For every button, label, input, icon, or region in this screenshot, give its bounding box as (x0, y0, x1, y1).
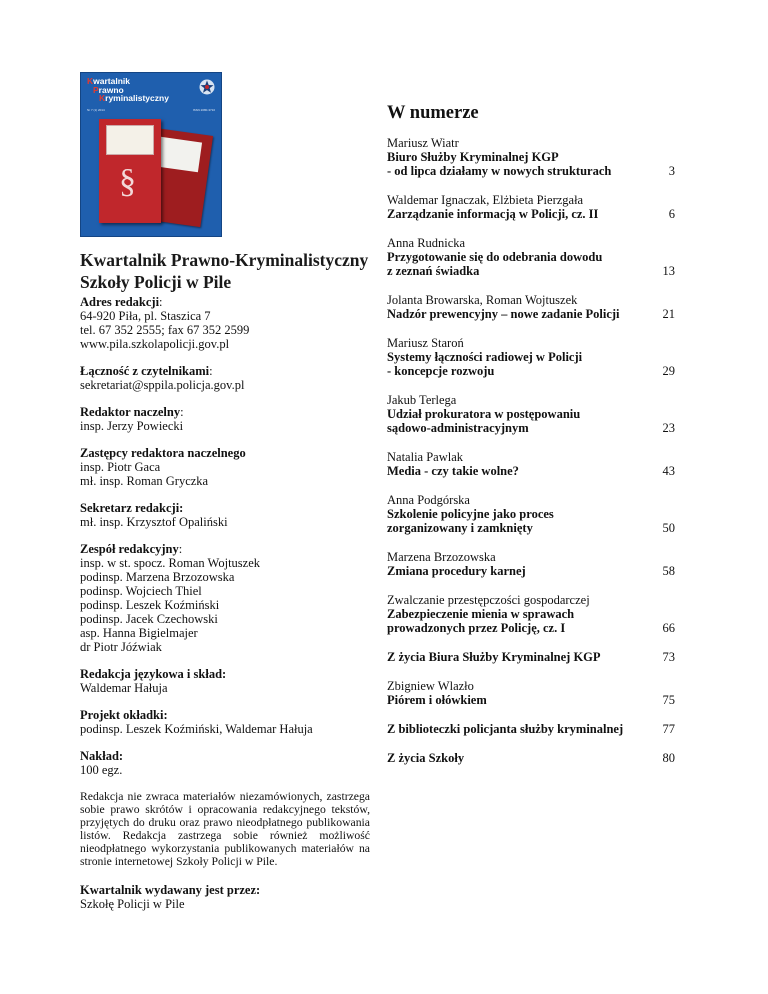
imprint-cover-design (80, 708, 370, 736)
toc-item[interactable] (387, 493, 687, 535)
toc-author: Natalia Pawlak (387, 450, 464, 464)
journal-title-line: Szkoły Policji w Pile (80, 272, 232, 292)
imprint-label: Sekretarz redakcji: (80, 501, 184, 515)
cover-title-word: rawno (98, 84, 124, 95)
toc-item[interactable] (387, 679, 687, 707)
toc-author: Waldemar Ignaczak, Elżbieta Pierzgała (387, 193, 584, 207)
toc-item[interactable] (387, 550, 687, 578)
imprint-label: Zespół redakcyjny (80, 542, 179, 556)
cover-meta (87, 109, 215, 112)
toc-title: - od lipca działamy w nowych strukturach (387, 164, 612, 178)
imprint-label: Nakład: (80, 749, 124, 763)
toc-page-number: 6 (668, 207, 675, 221)
team-member: insp. w st. spocz. Roman Wojtuszek (80, 556, 260, 570)
imprint-label: Redaktor naczelny (80, 405, 181, 419)
toc-page-number: 43 (662, 464, 675, 478)
imprint-label-suffix: : (209, 364, 213, 378)
imprint (80, 295, 370, 924)
imprint-label: Zastępcy redaktora naczelnego (80, 446, 246, 460)
toc-author: Anna Podgórska (387, 493, 470, 507)
toc-item[interactable] (387, 751, 687, 765)
police-star-emblem-icon (199, 79, 215, 95)
imprint-value: 100 egz. (80, 763, 123, 777)
cover-image (80, 72, 222, 237)
toc-item[interactable] (387, 293, 687, 321)
toc-title: Zarządzanie informacją w Policji, cz. II (387, 207, 599, 221)
toc-title: prowadzonych przez Policję, cz. I (387, 621, 566, 635)
team-member: podinsp. Wojciech Thiel (80, 584, 202, 598)
toc-title: Szkolenie policyjne jako proces (387, 507, 554, 521)
toc-item[interactable] (387, 722, 687, 736)
toc-title: Udział prokuratora w postępowaniu (387, 407, 581, 421)
toc-author: Jolanta Browarska, Roman Wojtuszek (387, 293, 578, 307)
imprint-value: insp. Piotr Gaca (80, 460, 161, 474)
toc-title: Biuro Służby Kryminalnej KGP (387, 150, 559, 164)
toc-title: - koncepcje rozwoju (387, 364, 495, 378)
imprint-secretary (80, 501, 370, 529)
toc-page-number: 21 (662, 307, 675, 321)
imprint-deputies (80, 446, 370, 488)
cover-title-initial: P (93, 84, 99, 95)
toc-item[interactable] (387, 236, 687, 278)
toc-author: Marzena Brzozowska (387, 550, 496, 564)
toc-page-number: 29 (662, 364, 675, 378)
toc-title: Zabezpieczenie mienia w sprawach (387, 607, 575, 621)
toc-title: Media - czy takie wolne? (387, 464, 519, 478)
toc-page-number: 80 (662, 751, 675, 765)
toc-title: z zeznań świadka (387, 264, 480, 278)
imprint-label-suffix: : (159, 295, 163, 309)
toc-title: Nadzór prewencyjny – nowe zadanie Policji (387, 307, 620, 321)
team-member: asp. Hanna Bigielmajer (80, 626, 198, 640)
toc-author: Mariusz Staroń (387, 336, 464, 350)
toc-page-number: 58 (662, 564, 675, 578)
team-member: podinsp. Jacek Czechowski (80, 612, 218, 626)
toc-item[interactable] (387, 450, 687, 478)
toc-item[interactable] (387, 336, 687, 378)
imprint-address (80, 295, 370, 351)
cover-title-word: wartalnik (93, 76, 130, 86)
toc-author: Zbigniew Wlazło (387, 679, 474, 693)
address-line: 64-920 Piła, pl. Staszica 7 (80, 309, 211, 323)
toc-title: sądowo-administracyjnym (387, 421, 529, 435)
editorial-notice: Redakcja nie zwraca materiałów niezamówionych, zastrzega sobie prawo skrótów i opracowania redakcyjnego tekstów, przyjętych do druku oraz prawo nieodpłatnego publikowania listów. Redakcja zastrzega sobie również możliwość nieodpłatnego wykorzystania publikowanych materiałów na stronie internetowej Szkoły Policji w Pile. (80, 790, 370, 868)
imprint-value: podinsp. Leszek Koźmiński, Waldemar Hałuja (80, 722, 313, 736)
imprint-label: Projekt okładki: (80, 708, 168, 722)
toc-page-number: 66 (662, 621, 675, 635)
cover-issue-number: Nr 7 (1) 2014 (87, 108, 105, 112)
imprint-language-editing (80, 667, 370, 695)
imprint-value: Waldemar Hałuja (80, 681, 168, 695)
table-of-contents (387, 136, 687, 780)
toc-page-number: 13 (662, 264, 675, 278)
cover-issn: ISSN 2080-3710 (192, 108, 215, 112)
toc-page-number: 3 (668, 164, 675, 178)
imprint-circulation (80, 749, 370, 777)
cover-title (87, 77, 169, 103)
toc-item[interactable] (387, 593, 687, 635)
toc-item[interactable] (387, 650, 687, 664)
toc-page-number: 50 (662, 521, 675, 535)
toc-author: Jakub Terlega (387, 393, 457, 407)
toc-author: Zwalczanie przestępczości gospodarczej (387, 593, 590, 607)
address-phone: tel. 67 352 2555; fax 67 352 2599 (80, 323, 250, 337)
imprint-label: Redakcja językowa i skład: (80, 667, 227, 681)
toc-author: Anna Rudnicka (387, 236, 466, 250)
journal-title-line: Kwartalnik Prawno-Kryminalistyczny (80, 250, 369, 270)
cover-book-front (99, 119, 161, 223)
toc-item[interactable] (387, 193, 687, 221)
cover-title-initial: K (87, 76, 94, 86)
toc-heading: W numerze (387, 103, 479, 123)
imprint-label: Adres redakcji (80, 295, 160, 309)
toc-title: Z życia Biura Służby Kryminalnej KGP (387, 650, 601, 664)
cover-title-initial: K (99, 93, 106, 103)
team-member: podinsp. Leszek Koźmiński (80, 598, 220, 612)
imprint-value: mł. insp. Roman Gryczka (80, 474, 209, 488)
contact-email: sekretariat@sppila.policja.gov.pl (80, 378, 245, 392)
toc-item[interactable] (387, 393, 687, 435)
journal-title (80, 249, 390, 293)
toc-page-number: 73 (662, 650, 675, 664)
imprint-team (80, 542, 370, 654)
imprint-label: Łączność z czytelnikami (80, 364, 210, 378)
imprint-label: Kwartalnik wydawany jest przez: (80, 883, 261, 897)
cover-book-label (106, 125, 154, 155)
cover-title-word: ryminalistyczny (105, 93, 169, 103)
toc-item[interactable] (387, 136, 687, 178)
toc-title: Przygotowanie się do odebrania dowodu (387, 250, 603, 264)
imprint-label-suffix: : (180, 405, 184, 419)
imprint-label-suffix: : (178, 542, 183, 556)
toc-page-number: 75 (662, 693, 675, 707)
toc-title: zorganizowany i zamknięty (387, 521, 533, 535)
imprint-publisher (80, 883, 370, 911)
team-member: podinsp. Marzena Brzozowska (80, 570, 235, 584)
team-member: dr Piotr Jóźwiak (80, 640, 162, 654)
toc-page-number: 77 (662, 722, 675, 736)
toc-page-number: 23 (662, 421, 675, 435)
imprint-value: insp. Jerzy Powiecki (80, 419, 184, 433)
imprint-editor-in-chief (80, 405, 370, 433)
address-website: www.pila.szkolapolicji.gov.pl (80, 337, 230, 351)
section-sign-icon: § (119, 163, 136, 200)
toc-title: Systemy łączności radiowej w Policji (387, 350, 583, 364)
imprint-contact (80, 364, 370, 392)
imprint-value: Szkołę Policji w Pile (80, 897, 185, 911)
toc-title: Piórem i ołówkiem (387, 693, 487, 707)
imprint-value: mł. insp. Krzysztof Opaliński (80, 515, 228, 529)
toc-title: Zmiana procedury karnej (387, 564, 526, 578)
toc-title: Z życia Szkoły (387, 751, 465, 765)
toc-title: Z biblioteczki policjanta służby kryminalnej (387, 722, 624, 736)
toc-author: Mariusz Wiatr (387, 136, 459, 150)
